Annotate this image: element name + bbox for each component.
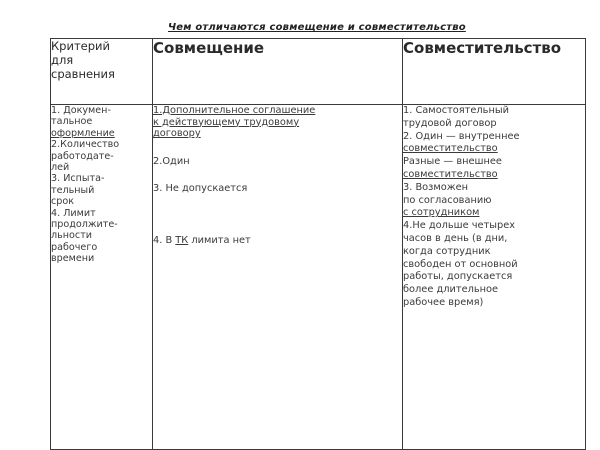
- part-time-item-3-line: по согласованию: [403, 194, 492, 206]
- criteria-line: времени: [51, 253, 95, 265]
- criteria-line: работодате-: [51, 150, 114, 162]
- part-time-item-4-line: когда сотрудник: [403, 245, 491, 257]
- document-title-text: Чем отличаются совмещение и совместительство: [168, 22, 466, 33]
- header-criterion-line: для: [51, 53, 74, 67]
- combination-item-4-suffix: лимита нет: [188, 234, 251, 246]
- combination-item-1-line: 1.Дополнительное соглашение: [153, 105, 316, 116]
- combination-cell: [153, 105, 403, 450]
- header-criterion-line: Критерий: [51, 39, 110, 53]
- comparison-table: [50, 38, 586, 450]
- combination-item-1-line: к действующему трудовому: [153, 116, 300, 128]
- criteria-line: рабочего: [51, 241, 98, 253]
- part-time-item-4-line: 4.Не дольше четырех: [403, 220, 516, 232]
- part-time-item-3-line: с сотрудником: [403, 207, 480, 219]
- part-time-item-2-line: совместительство: [403, 168, 498, 180]
- header-combination: Совмещение: [153, 39, 403, 105]
- part-time-item-4-line: часов в день (в дни,: [403, 232, 508, 244]
- part-time-item-3-line: 3. Возможен: [403, 181, 469, 193]
- criteria-line: 4. Лимит: [51, 207, 96, 219]
- part-time-item-2-line: совместительство: [403, 143, 498, 155]
- criteria-line: лей: [51, 162, 70, 174]
- combination-item-4: [153, 235, 402, 247]
- table-header-row: [51, 39, 586, 105]
- combination-item-3: 3. Не допускается: [153, 183, 248, 195]
- combination-item-2: 2.Один: [153, 155, 190, 167]
- criteria-line: льности: [51, 230, 93, 242]
- part-time-item-4-line: работы, допускается: [403, 271, 513, 283]
- part-time-item-2-line: 2. Один — внутреннее: [403, 130, 520, 142]
- criteria-line: срок: [51, 196, 75, 208]
- table-body-row: [51, 105, 586, 450]
- criteria-line: 2.Количество: [51, 139, 120, 151]
- criteria-line: тальное: [51, 116, 93, 128]
- criteria-line: 3. Испыта-: [51, 173, 105, 185]
- part-time-item-1-line: 1. Самостоятельный: [403, 105, 509, 116]
- combination-item-4-tk: ТК: [175, 234, 189, 246]
- header-criterion: [51, 39, 153, 105]
- header-part-time: Совместительство: [403, 39, 586, 105]
- part-time-item-4-line: рабочее время): [403, 296, 484, 308]
- combination-item-4-prefix: 4. В: [153, 234, 176, 246]
- criteria-line: продолжите-: [51, 219, 118, 231]
- criteria-line: 1. Докумен-: [51, 105, 111, 116]
- criteria-line: тельный: [51, 184, 95, 196]
- document-title: [168, 22, 466, 33]
- part-time-item-1-line: трудовой договор: [403, 117, 497, 129]
- part-time-item-4-line: свободен от основной: [403, 258, 518, 270]
- criteria-line: оформление: [51, 127, 115, 139]
- part-time-item-2-line: Разные — внешнее: [403, 156, 502, 168]
- part-time-item-4-line: более длительное: [403, 284, 499, 296]
- criteria-cell: [51, 105, 153, 450]
- header-criterion-line: сравнения: [51, 67, 115, 81]
- part-time-cell: [403, 105, 586, 450]
- combination-item-1-line: договору: [153, 128, 201, 140]
